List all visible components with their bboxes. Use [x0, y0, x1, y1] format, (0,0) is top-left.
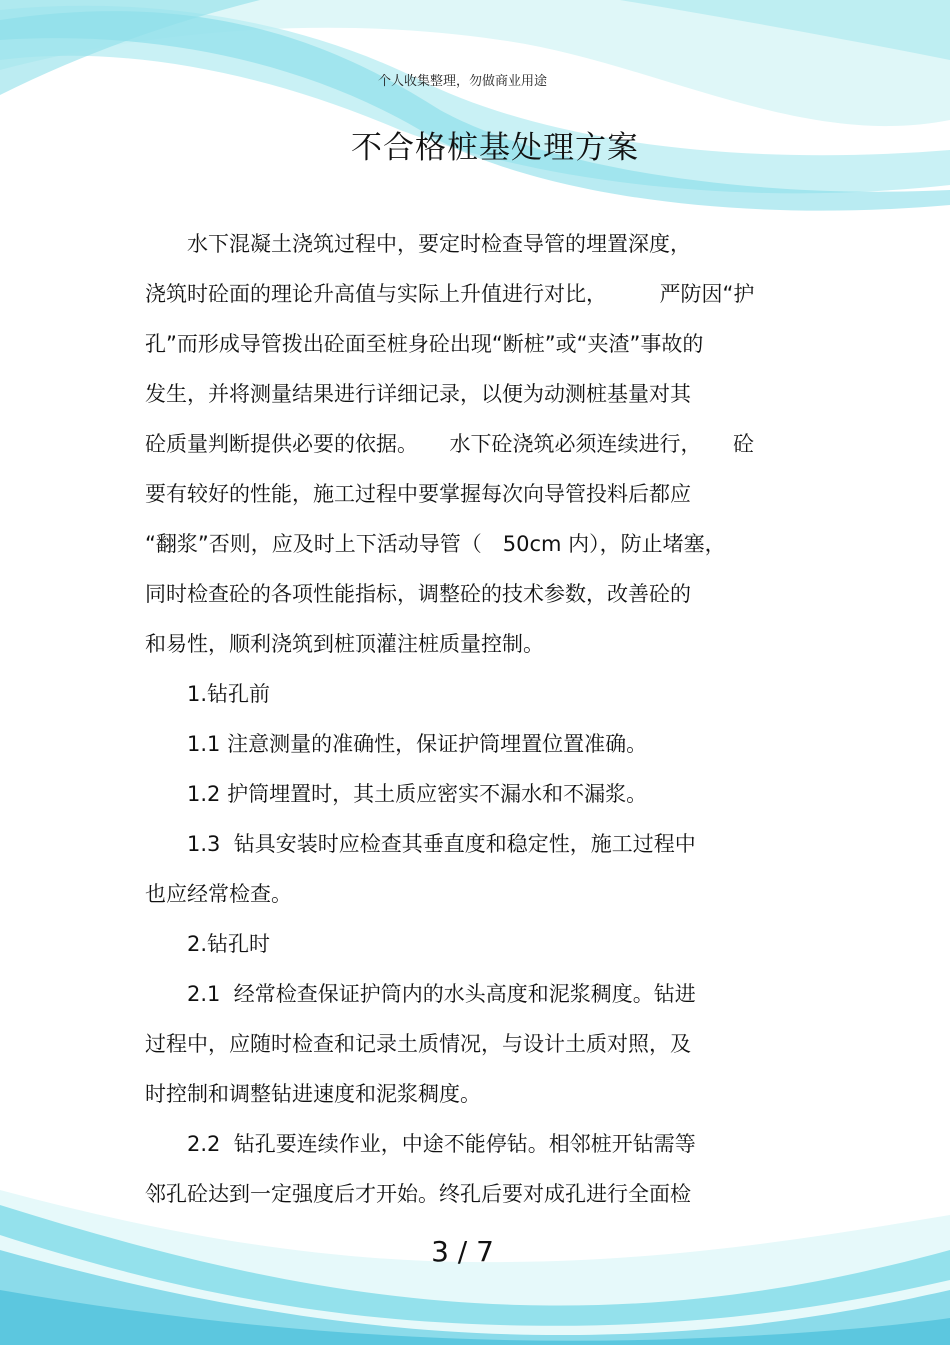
- body-line: “翻浆”否则，应及时上下活动导管（ 50cm 内），防止堵塞，: [145, 532, 726, 556]
- body-line: 和易性，顺利浇筑到桩顶灌注桩质量控制。: [145, 632, 544, 656]
- document-title: 不合格桩基处理方案: [351, 130, 639, 166]
- body-line: 也应经常检查。: [145, 882, 292, 906]
- page-number: 3 / 7: [431, 1235, 494, 1268]
- body-line: 孔”而形成导管拨出砼面至桩身砼出现“断桩”或“夹渣”事故的: [145, 332, 704, 356]
- body-line: 浇筑时砼面的理论升高值与实际上升值进行对比， 严防因“护: [145, 282, 755, 306]
- section-heading: 1.钻孔前: [145, 682, 271, 706]
- body-line: 砼质量判断提供必要的依据。 水下砼浇筑必须连续进行， 砼: [145, 432, 754, 456]
- body-line: 过程中，应随时检查和记录土质情况，与设计土质对照，及: [145, 1032, 691, 1056]
- body-line: 水下混凝土浇筑过程中，要定时检查导管的埋置深度，: [145, 232, 691, 256]
- body-line: 2.2 钻孔要连续作业，中途不能停钻。相邻桩开钻需等: [145, 1132, 696, 1156]
- body-line: 1.1 注意测量的准确性，保证护筒埋置位置准确。: [145, 732, 648, 756]
- body-line: 2.1 经常检查保证护筒内的水头高度和泥浆稠度。钻进: [145, 982, 696, 1006]
- body-line: 时控制和调整钻进速度和泥浆稠度。: [145, 1082, 481, 1106]
- header-note: 个人收集整理，勿做商业用途: [377, 74, 547, 89]
- body-line: 同时检查砼的各项性能指标，调整砼的技术参数，改善砼的: [145, 582, 691, 606]
- body-line: 1.2 护筒埋置时，其土质应密实不漏水和不漏浆。: [145, 782, 648, 806]
- body-line: 1.3 钻具安装时应检查其垂直度和稳定性，施工过程中: [145, 832, 696, 856]
- section-heading: 2.钻孔时: [145, 932, 271, 956]
- body-line: 发生，并将测量结果进行详细记录，以便为动测桩基量对其: [145, 382, 691, 406]
- body-line: 邻孔砼达到一定强度后才开始。终孔后要对成孔进行全面检: [145, 1182, 691, 1206]
- body-line: 要有较好的性能，施工过程中要掌握每次向导管投料后都应: [145, 482, 691, 506]
